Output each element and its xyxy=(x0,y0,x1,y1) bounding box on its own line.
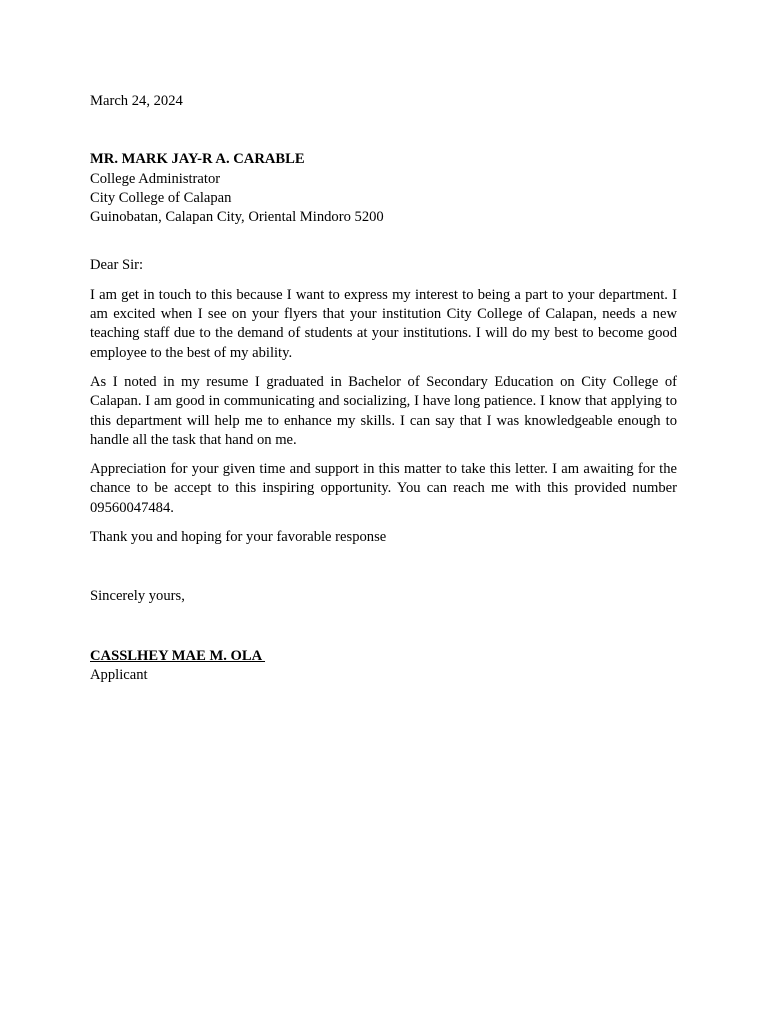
recipient-institution: City College of Calapan xyxy=(90,189,232,206)
recipient-name: MR. MARK JAY-R A. CARABLE xyxy=(90,151,305,168)
recipient-block xyxy=(90,150,677,227)
signatory-block xyxy=(90,647,677,686)
salutation: Dear Sir: xyxy=(90,257,144,274)
letter-date: March 24, 2024 xyxy=(90,93,183,109)
body-paragraph: Thank you and hoping for your favorable response xyxy=(90,529,387,546)
letter-page xyxy=(90,92,677,685)
closing: Sincerely yours, xyxy=(90,588,185,605)
body-paragraph: As I noted in my resume I graduated in Bachelor of Secondary Education on City College of Calapan. I am good in communicating and socializing, I have long patience. I know that applying to this department will help me to enhance my skills. I can say that I was knowledgeable enough to handle all the task that hand on me. xyxy=(90,373,677,448)
signatory-name: CASSLHEY MAE M. OLA xyxy=(90,647,266,664)
recipient-address: Guinobatan, Calapan City, Oriental Mindoro 5200 xyxy=(90,209,384,226)
body-paragraph: Appreciation for your given time and support in this matter to take this letter. I am awaiting for the chance to be accept to this inspiring opportunity. You can reach me with this provided number 09560047484. xyxy=(90,461,677,516)
recipient-title: College Administrator xyxy=(90,170,221,187)
body-paragraph: I am get in touch to this because I want to express my interest to being a part to your department. I am excited when I see on your flyers that your institution City College of Calapan, needs a new teaching staff due to the demand of students at your institutions. I will do my best to become good employee to the best of my ability. xyxy=(90,286,677,361)
signatory-role: Applicant xyxy=(90,666,148,683)
